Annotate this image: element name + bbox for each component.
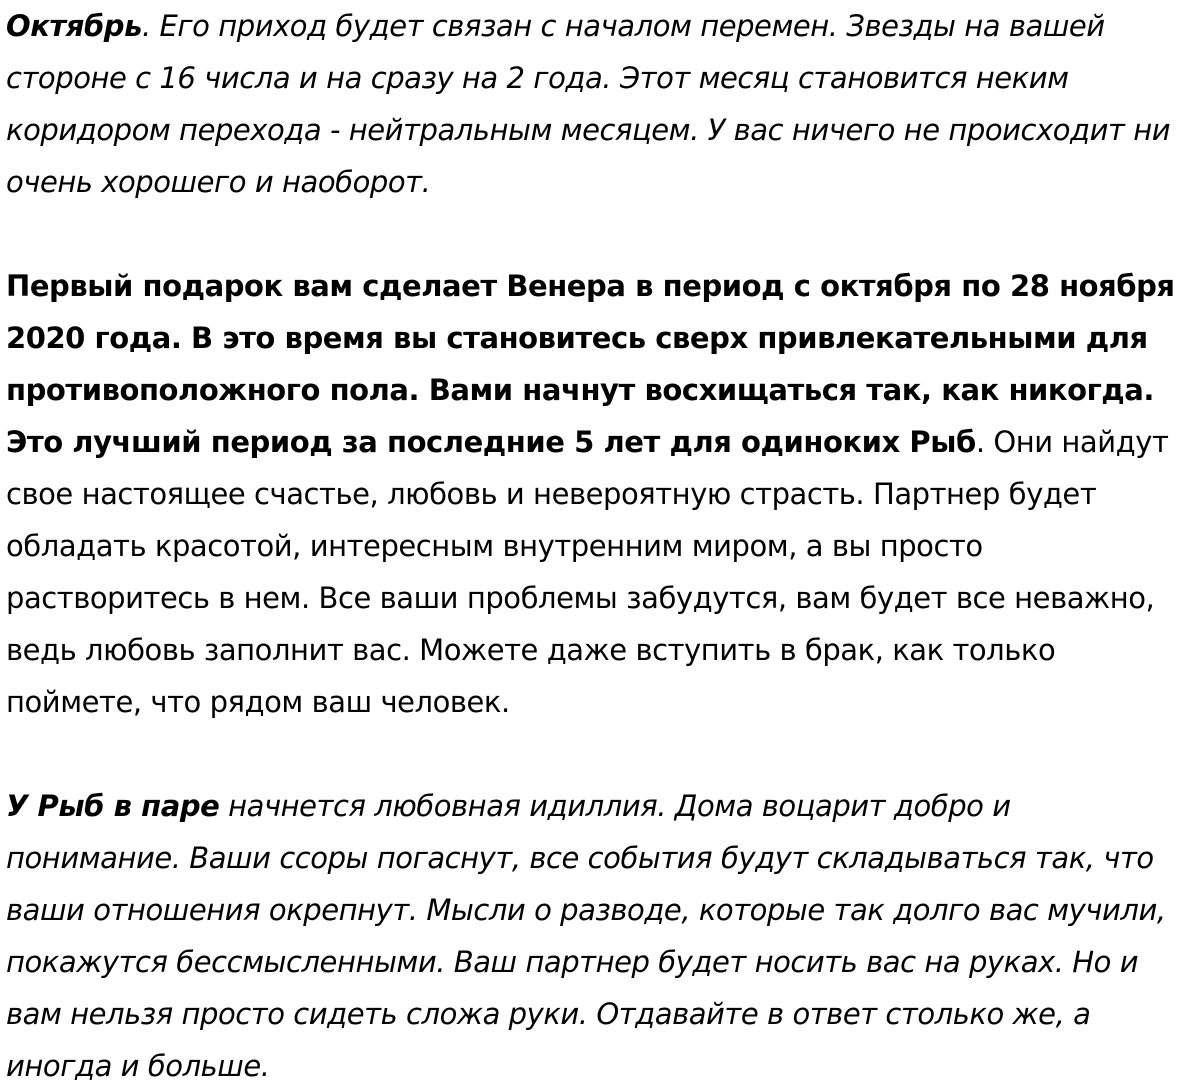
- paragraph-couples: [6, 780, 1188, 1092]
- paragraph-lead: У Рыб в паре: [6, 789, 220, 823]
- paragraph-text: начнется любовная идиллия. Дома воцарит добро и понимание. Ваши ссоры погаснут, все события будут складываться так, что ваши отношения окрепнут. Мысли о разводе, которые так долго вас мучили, покажутся бессмысленными. Ваш партнер будет носить вас на руках. Но и вам нельзя просто сидеть сложа руки. Отдавайте в ответ столько же, а иногда и больше.: [6, 789, 1166, 1083]
- paragraph-october: [6, 0, 1188, 208]
- paragraph-venus: [6, 260, 1188, 728]
- paragraph-text: . Его приход будет связан с началом перемен. Звезды на вашей стороне с 16 числа и на сразу на 2 года. Этот месяц становится неким коридором перехода - нейтральным месяцем. У вас ничего не происходит ни очень хорошего и наоборот.: [6, 9, 1171, 199]
- paragraph-bold-text: Первый подарок вам сделает Венера в период с октября по 28 ноября 2020 года. В это время вы становитесь сверх привлекательными для противоположного пола. Вами начнут восхищаться так, как никогда. Это лучший период за последние 5 лет для одиноких Рыб: [6, 269, 1175, 459]
- paragraph-text: . Они найдут свое настоящее счастье, любовь и невероятную страсть. Партнер будет обладать красотой, интересным внутренним миром, а вы просто растворитесь в нем. Все ваши проблемы забудутся, вам будет все неважно, ведь любовь заполнит вас. Можете даже вступить в брак, как только поймете, что рядом ваш человек.: [6, 425, 1169, 719]
- paragraph-lead: Октябрь: [6, 9, 142, 43]
